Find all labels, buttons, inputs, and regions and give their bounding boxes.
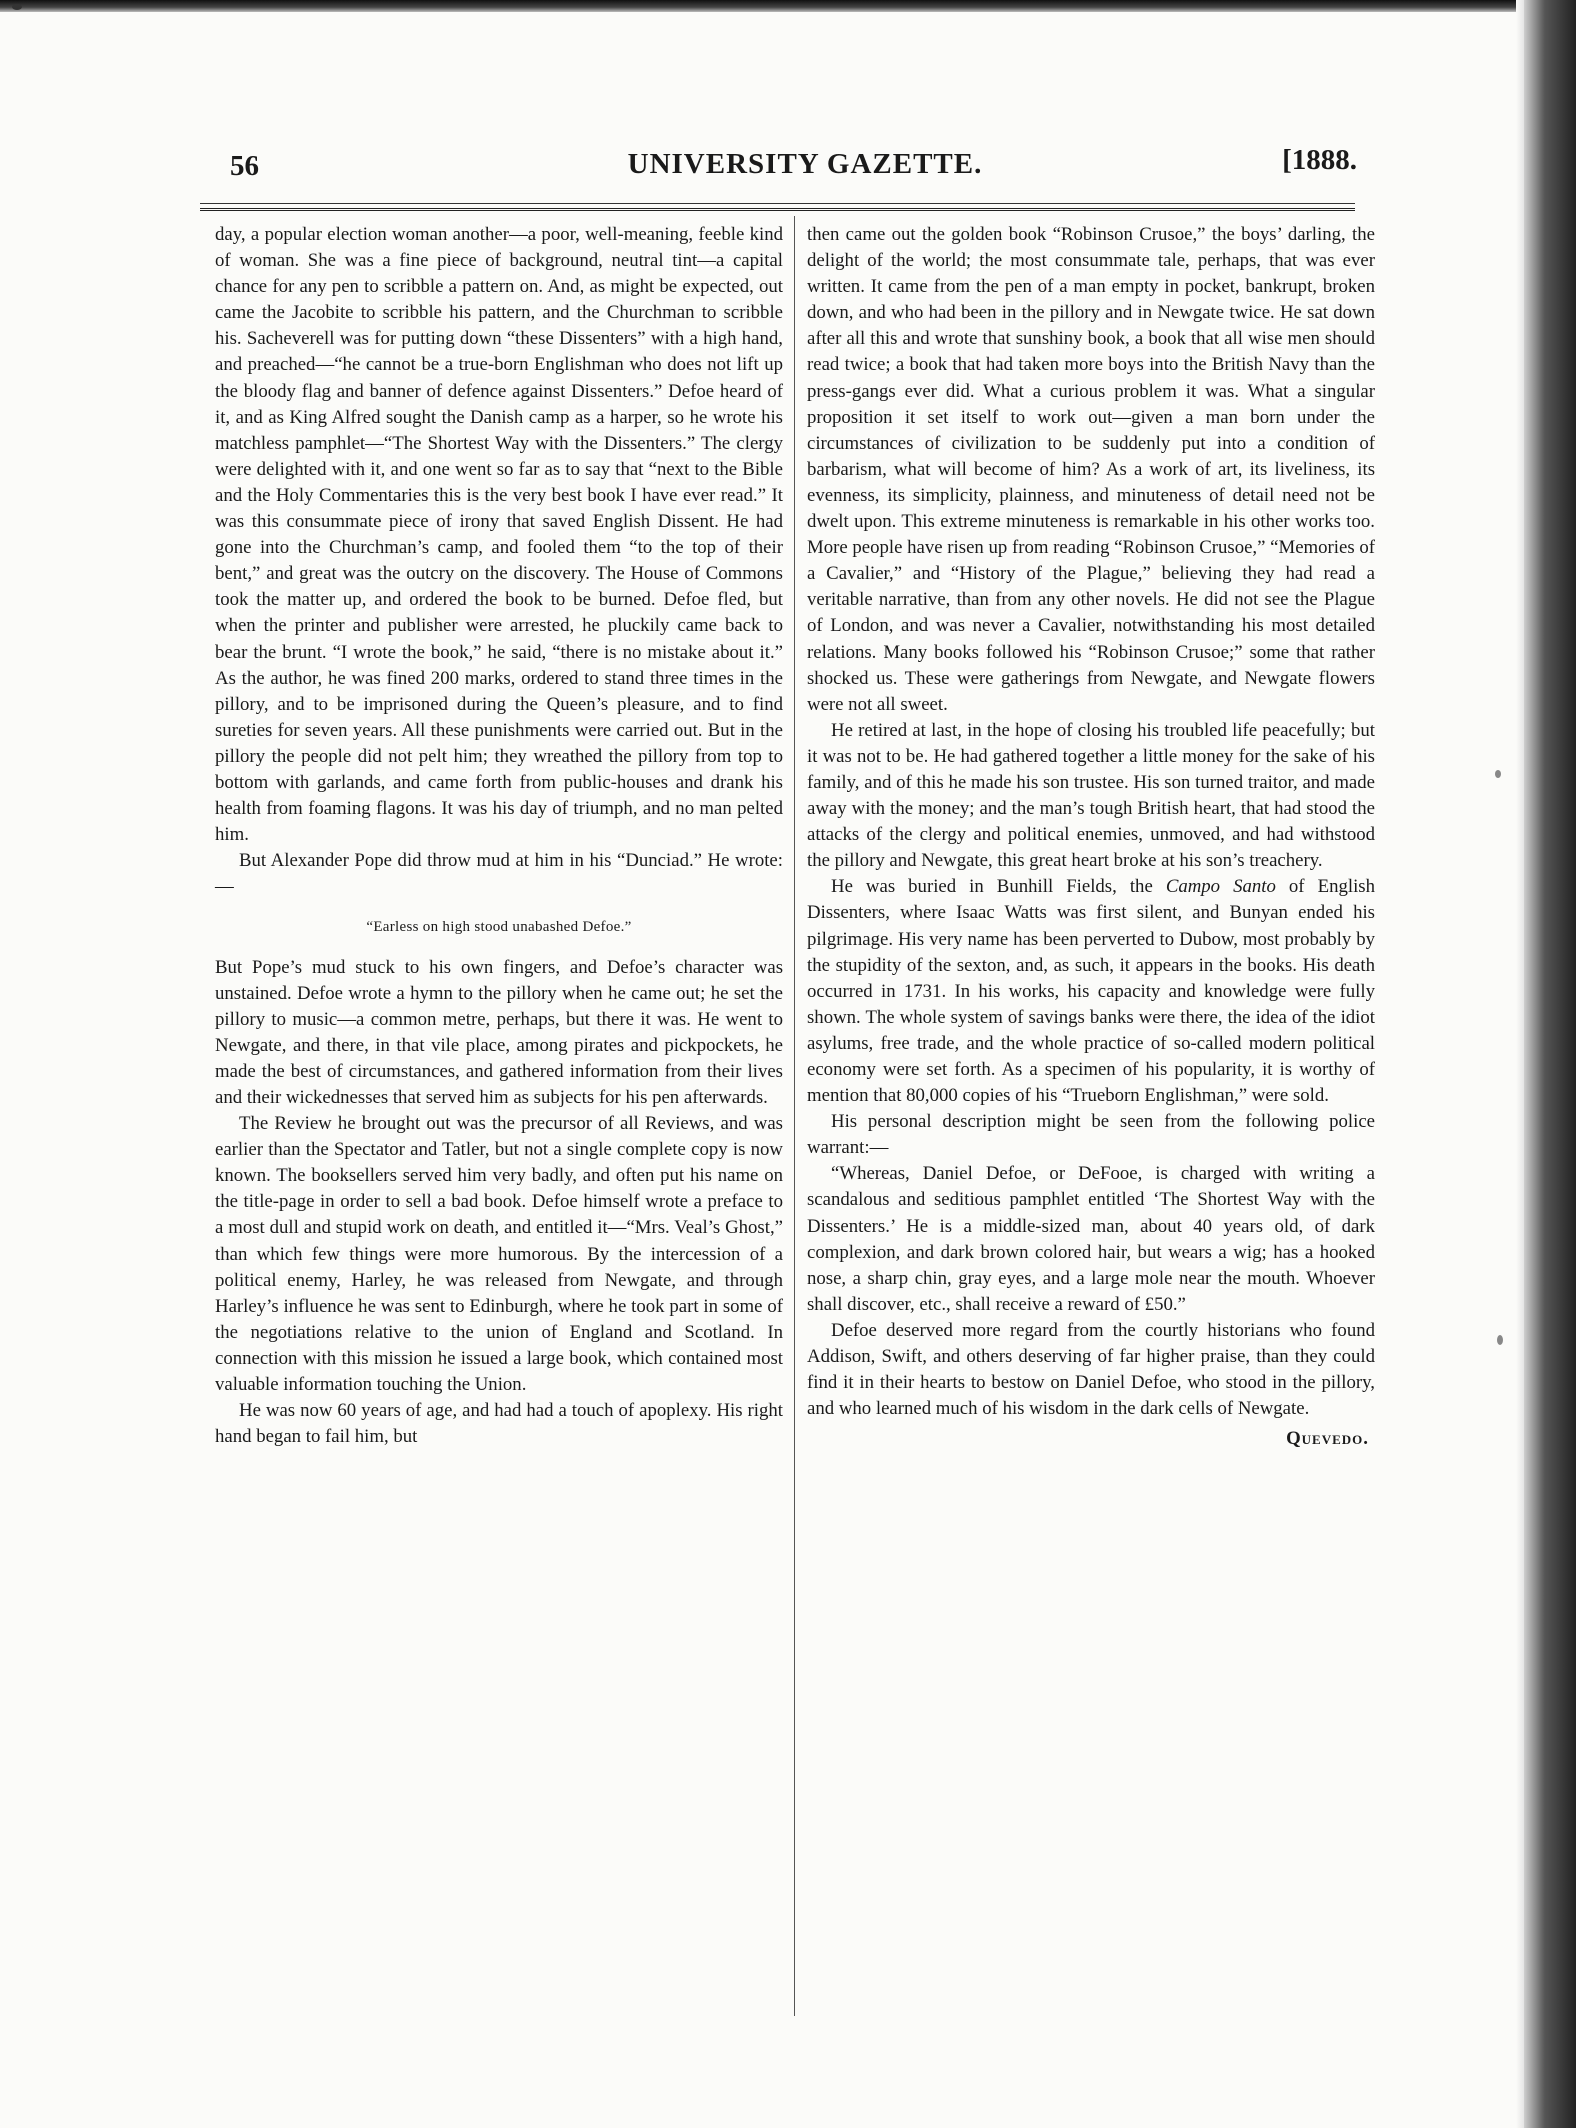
left-paragraph-2: But Alexander Pope did throw mud at him in his “Dunciad.” He wrote:— (215, 850, 783, 898)
scan-speck (12, 4, 22, 10)
column-divider (794, 216, 795, 2016)
scan-top-edge (0, 0, 1576, 12)
scan-speck (1497, 1335, 1503, 1345)
author-signature: Quevedo. (1286, 1428, 1369, 1450)
left-paragraph-1: day, a popular election woman another—a poor, well-meaning, feeble kind of woman. She was a fine piece of background, neutral tint—a capital chance for any pen to scribble a pattern on. And, as might be expected, out came the Jacobite to scribble his pattern, and the Churchman to scribble his. Sacheverell was for putting down “these Dissenters” with a high hand, and preached—“he cannot be a true-born Englishman who does not lift up the bloody flag and banner of defence against Dissenters.” Defoe heard of it, and as King Alfred sought the Danish camp as a harper, so he wrote his matchless pamphlet—“The Shortest Way with the Dissenters.” The clergy were delighted with it, and one went so far as to say that “next to the Bible and the Holy Commentaries this is the very best book I have ever read.” It was this consummate piece of irony that saved English Dissent. He had gone into the Churchman’s camp, and fooled them “to the top of their bent,” and great was the outcry on the discovery. The House of Commons took the matter up, and ordered the book to be burned. Defoe fled, but when the printer and publisher were arrested, he pluckily came back to bear the brunt. “I wrote the book,” he said, “there is no mistake about it.” As the author, he was fined 200 marks, ordered to stand three times in the pillory, and to be imprisoned during the Queen’s pleasure, and to find sureties for seven years. All these punishments were carried out. But in the pillory the people did not pelt him; they wreathed the pillory from top to bottom with garlands, and came forth from public-houses and drank his health from foaming flagons. It was his day of triumph, and no man pelted him. (215, 224, 783, 846)
left-column (215, 222, 783, 1450)
right-paragraph-3 (807, 874, 1375, 1109)
left-paragraph-5: He was now 60 years of age, and had had a touch of apoplexy. His right hand began to fail him, but (215, 1400, 783, 1448)
article-columns (215, 222, 1375, 2022)
header-rule (200, 203, 1355, 204)
publication-year: [1888. (1282, 144, 1357, 176)
scan-edge-shadow (1516, 0, 1524, 2128)
scan-speck (1495, 770, 1501, 778)
right-paragraph-2: He retired at last, in the hope of closing his troubled life peacefully; but it was not to be. He had gathered together a little money for the sake of his family, and of this he made his son trustee. His son turned traitor, and made away with the money; and the man’s tough British heart, that had stood the attacks of the clergy and political enemies, unmoved, and had withstood the pillory and Newgate, this great heart broke at his son’s treachery. (807, 719, 1375, 872)
page-number: 56 (230, 150, 259, 182)
dunciad-quote: “Earless on high stood unabashed Defoe.” (366, 919, 632, 936)
burial-text-start: He was buried in Bunhill Fields, the (831, 876, 1166, 898)
gazette-page (195, 140, 1385, 2090)
right-paragraph-1: then came out the golden book “Robinson Crusoe,” the boys’ darling, the delight of the world; the most consummate tale, perhaps, that was ever written. It came from the pen of a man empty in pocket, bankrupt, broken down, and who had been in the pillory and in Newgate twice. He sat down after all this and wrote that sunshiny book, a book that all wise men should read twice; a book that had taken more boys into the British Navy than the press-gangs ever did. What a curious problem it was. What a singular proposition it set itself to work out—given a man born under the circumstances of civilization to be suddenly put into a condition of barbarism, what will become of him? As a work of art, its liveliness, its evenness, its simplicity, plainness, and minuteness of detail need not be dwelt upon. This extreme minuteness is remarkable in his other works too. More people have risen up from reading “Robinson Crusoe,” “Memories of a Cavalier,” and “History of the Plague,” believing they had read a veritable narrative, than from any other novels. He did not see the Plague of London, and was never a Cavalier, notwithstanding his most detailed relations. Many books followed his “Robinson Crusoe;” some that rather shocked us. These were gatherings from Newgate, and Newgate flowers were not all sweet. (807, 224, 1375, 715)
scan-right-edge (1524, 0, 1576, 2128)
right-paragraph-4: His personal description might be seen from the following police warrant:— (807, 1111, 1375, 1159)
left-paragraph-4: The Review he brought out was the precursor of all Reviews, and was earlier than the Spectator and Tatler, but not a single complete copy is now known. The booksellers served him very badly, and often put his name on the title-page in order to sell a bad book. Defoe himself wrote a preface to a most dull and stupid work on death, and entitled it—“Mrs. Veal’s Ghost,” than which few things were more humorous. By the intercession of a political enemy, Harley, he was released from Newgate, and through Harley’s influence he was sent to Edinburgh, where he took part in some of the negotiations relative to the union of England and Scotland. In connection with this mission he issued a large book, which contained most valuable information touching the Union. (215, 1113, 783, 1396)
header-double-rule (200, 208, 1355, 211)
closing-paragraph-block (807, 1318, 1375, 1450)
publication-title: UNIVERSITY GAZETTE. (627, 148, 983, 180)
right-column (807, 222, 1375, 1450)
page-header (195, 140, 1385, 192)
campo-santo-italic: Campo Santo (1165, 876, 1276, 898)
left-paragraph-3: But Pope’s mud stuck to his own fingers, and Defoe’s character was unstained. Defoe wrote a hymn to the pillory when he came out; he set the pillory to music—a common metre, perhaps, but there it was. He went to Newgate, and there, in that vile place, among pirates and pickpockets, he made the best of circumstances, and gathered information from their lives and their wickednesses that served him as subjects for his pen afterwards. (215, 956, 783, 1108)
burial-text-rest: of English Dissenters, where Isaac Watts was first silent, and Bunyan ended his pilgrimage. His very name has been perverted to Dubow, most probably by the stupidity of the sexton, and, as such, it appears in the books. His death occurred in 1731. In his works, his capacity and knowledge were fully shown. The whole system of savings banks were there, the idea of the idiot asylums, free trade, and the whole practice of so-called modern political economy were set forth. As a specimen of his popularity, it is worthy of mention that 80,000 copies of his “Trueborn Englishman,” were sold. (807, 876, 1375, 1107)
police-warrant-quote: “Whereas, Daniel Defoe, or DeFooe, is charged with writing a scandalous and seditious pamphlet entitled ‘The Shortest Way with the Dissenters.’ He is a middle-sized man, about 40 years old, of dark complexion, and dark brown colored hair, but wears a wig; has a hooked nose, a sharp chin, gray eyes, and a large mole near the mouth. Whoever shall discover, etc., shall receive a reward of £50.” (807, 1163, 1375, 1315)
right-paragraph-6: Defoe deserved more regard from the courtly historians who found Addison, Swift, and others deserving of far higher praise, than they could find it in their hearts to bestow on Daniel Defoe, who stood in the pillory, and who learned much of his wisdom in the dark cells of Newgate. (807, 1319, 1375, 1420)
